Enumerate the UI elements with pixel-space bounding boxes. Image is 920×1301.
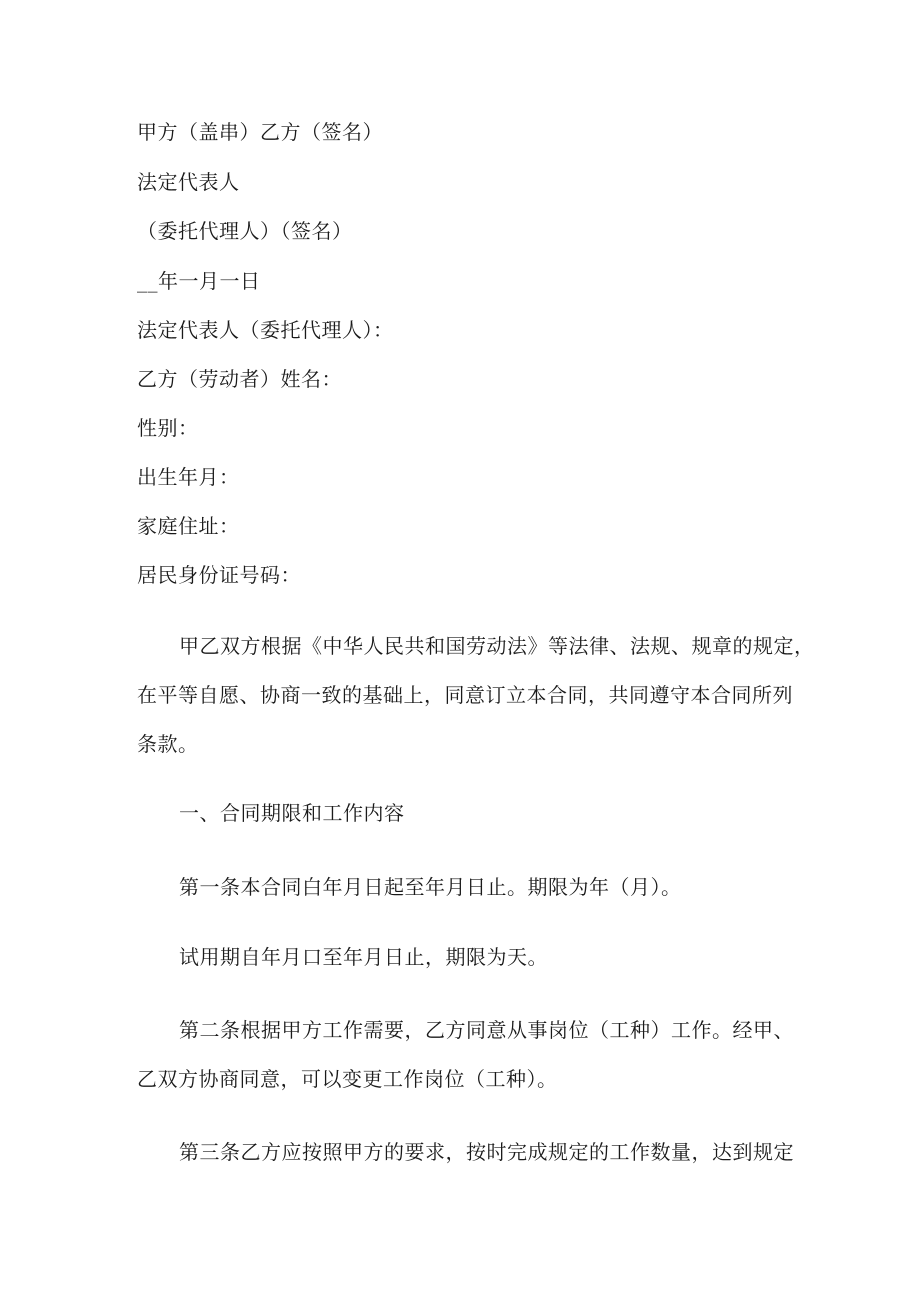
employee-birth-field: 出生年月： (137, 465, 240, 489)
employee-gender-field: 性别： (137, 416, 199, 440)
legal-representative-label: 法定代表人 (137, 170, 240, 194)
agent-signature-line: （委托代理人）（签名） (137, 219, 353, 243)
preamble-line-1: 甲乙双方根据《中华人民共和国劳动法》等法律、法规、规章的规定， (179, 634, 815, 658)
article-2-line-1: 第二条根据甲方工作需要，乙方同意从事岗位（工种）工作。经甲、 (179, 1018, 794, 1042)
article-1: 第一条本合同白年月日起至年月日止。期限为年（月）。 (179, 875, 682, 899)
legal-representative-line: 法定代表人（委托代理人）： (137, 318, 394, 342)
article-3-line-1: 第三条乙方应按照甲方的要求，按时完成规定的工作数量，达到规定 (179, 1140, 794, 1164)
article-2-line-2: 乙双方协商同意，可以变更工作岗位（工种）。 (137, 1067, 558, 1091)
employee-address-field: 家庭住址： (137, 514, 240, 538)
employee-id-field: 居民身份证号码： (137, 563, 301, 587)
section-heading: 一、合同期限和工作内容 (179, 801, 405, 825)
employee-name-field: 乙方（劳动者）姓名： (137, 367, 342, 391)
preamble-line-3: 条款。 (137, 732, 199, 756)
date-line: __年一月一日 (137, 269, 261, 293)
probation-period: 试用期自年月口至年月日止，期限为天。 (179, 945, 548, 969)
party-signature-line: 甲方（盖串）乙方（签名） (137, 120, 383, 144)
preamble-line-2: 在平等自愿、协商一致的基础上，同意订立本合同，共同遵守本合同所列 (137, 683, 793, 707)
